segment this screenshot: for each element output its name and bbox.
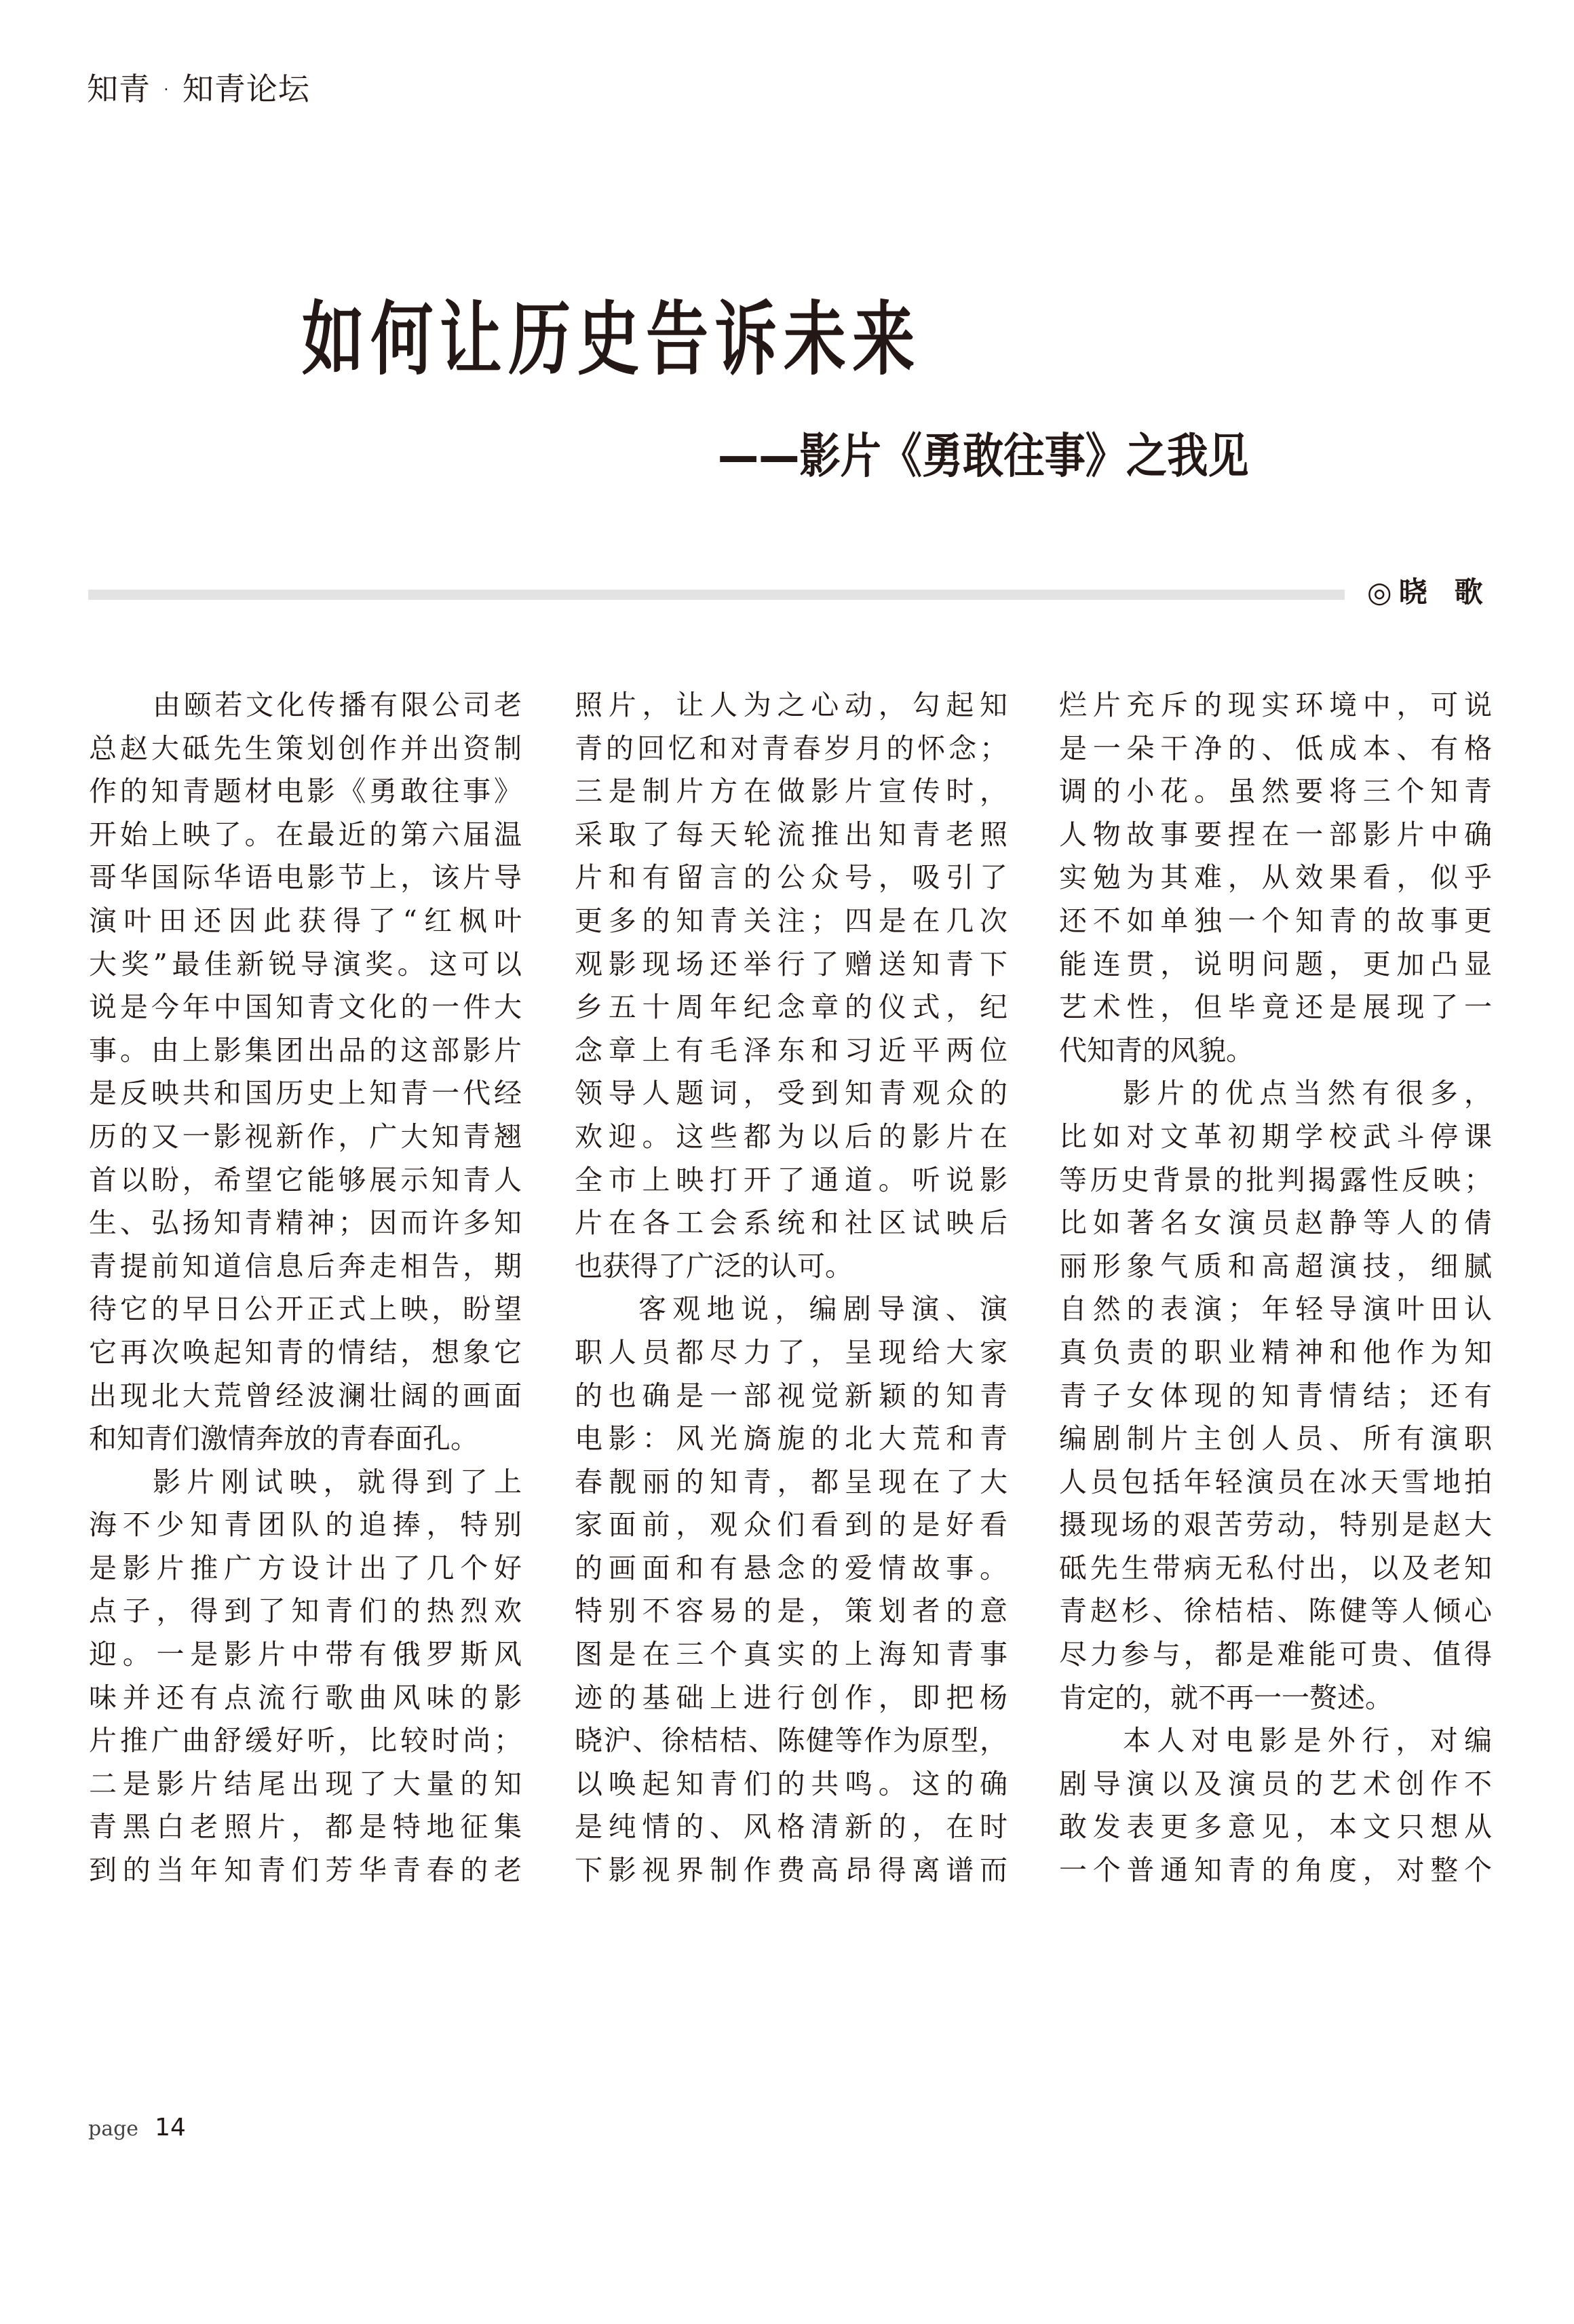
- text-line: 采取了每天轮流推出知青老照: [575, 818, 1007, 851]
- text-line: 编剧制片主创人员、所有演职: [1059, 1422, 1492, 1455]
- text-line: 是纯情的、风格清新的，在时: [575, 1810, 1007, 1844]
- text-line: 二是影片结尾出现了大量的知: [89, 1767, 522, 1800]
- text-line: 全市上映打开了通道。听说影: [575, 1163, 1007, 1196]
- text-line: 春靓丽的知青，都呈现在了大: [575, 1465, 1007, 1498]
- article-subtitle: ——影片《勇敢往事》之我见: [718, 428, 1249, 484]
- text-line: 比如对文革初期学校武斗停课: [1059, 1120, 1492, 1153]
- text-line: 实勉为其难，从效果看，似乎: [1059, 861, 1492, 894]
- text-line: 迹的基础上进行创作，即把杨: [575, 1681, 1007, 1714]
- text-line: 是影片推广方设计出了几个好: [89, 1551, 522, 1584]
- text-line: 青提前知道信息后奔走相告，期: [89, 1249, 522, 1282]
- text-line: 青子女体现的知青情结；还有: [1059, 1379, 1492, 1412]
- text-line: 是反映共和国历史上知青一代经: [89, 1077, 522, 1110]
- page-label: page: [88, 2117, 139, 2141]
- text-line: 也获得了广泛的认可。: [575, 1249, 853, 1282]
- text-column-1: [89, 684, 522, 1892]
- byline: [1367, 570, 1483, 611]
- byline-circle-icon: ◎: [1367, 575, 1392, 609]
- text-line: 说是今年中国知青文化的一件大: [89, 991, 522, 1024]
- text-line: 影片的优点当然有很多，: [1123, 1077, 1492, 1110]
- page-footer: [88, 2114, 186, 2141]
- text-line: 青的回忆和对青春岁月的怀念；: [575, 731, 1007, 765]
- text-line: 等历史背景的批判揭露性反映；: [1059, 1163, 1492, 1196]
- article-title: 如何让历史告诉未来: [302, 292, 921, 386]
- text-line: 人员包括年轻演员在冰天雪地拍: [1059, 1465, 1492, 1498]
- text-line: 职人员都尽力了，呈现给大家: [575, 1335, 1007, 1369]
- text-line: 是一朵干净的、低成本、有格: [1059, 731, 1492, 765]
- text-line: 青黑白老照片，都是特地征集: [89, 1810, 522, 1844]
- text-line: 到的当年知青们芳华青春的老: [89, 1854, 522, 1887]
- text-line: 一个普通知青的角度，对整个: [1059, 1854, 1492, 1887]
- text-line: 领导人题词，受到知青观众的: [575, 1077, 1007, 1110]
- text-line: 欢迎。这些都为以后的影片在: [575, 1120, 1007, 1153]
- text-line: 事。由上影集团出品的这部影片: [89, 1033, 522, 1067]
- text-line: 和知青们激情奔放的青春面孔。: [89, 1422, 478, 1455]
- text-line: 照片，让人为之心动，勾起知: [575, 689, 1007, 721]
- text-line: 真负责的职业精神和他作为知: [1059, 1335, 1492, 1369]
- text-line: 总赵大砥先生策划创作并出资制: [89, 731, 522, 765]
- text-line: 电影：风光旖旎的北大荒和青: [575, 1422, 1007, 1455]
- text-line: 肯定的，就不再一一赘述。: [1059, 1681, 1393, 1714]
- text-line: 比如著名女演员赵静等人的倩: [1059, 1206, 1492, 1240]
- text-line: 片和有留言的公众号，吸引了: [575, 861, 1007, 894]
- text-line: 由颐若文化传播有限公司老: [153, 689, 522, 721]
- text-line: 生、弘扬知青精神；因而许多知: [89, 1206, 522, 1240]
- title-divider: [88, 590, 1345, 600]
- text-line: 历的又一影视新作，广大知青翘: [89, 1120, 522, 1153]
- text-line: 的画面和有悬念的爱情故事。: [575, 1551, 1007, 1584]
- text-line: 自然的表演；年轻导演叶田认: [1059, 1293, 1492, 1326]
- text-column-3: [1059, 684, 1492, 1892]
- text-line: 敢发表更多意见，本文只想从: [1059, 1810, 1492, 1844]
- text-line: 点子，得到了知青们的热烈欢: [89, 1595, 522, 1628]
- text-line: 晓沪、徐桔桔、陈健等作为原型，: [575, 1724, 1007, 1757]
- text-line: 影片刚试映，就得到了上: [153, 1465, 522, 1498]
- text-line: 家面前，观众们看到的是好看: [575, 1508, 1007, 1542]
- text-line: 作的知青题材电影《勇敢往事》: [89, 775, 522, 808]
- text-line: 的也确是一部视觉新颖的知青: [575, 1379, 1007, 1412]
- text-line: 代知青的风貌。: [1059, 1033, 1254, 1067]
- text-line: 观影现场还举行了赠送知青下: [575, 947, 1007, 980]
- text-line: 迎。一是影片中带有俄罗斯风: [89, 1638, 522, 1671]
- text-line: 艺术性，但毕竟还是展现了一: [1059, 991, 1492, 1024]
- text-line: 演叶田还因此获得了“红枫叶: [89, 904, 522, 937]
- text-line: 它再次唤起知青的情结，想象它: [89, 1335, 522, 1369]
- text-line: 味并还有点流行歌曲风味的影: [89, 1681, 522, 1714]
- text-line: 丽形象气质和高超演技，细腻: [1059, 1249, 1492, 1282]
- section-label: 知青 · 知青论坛: [87, 71, 310, 107]
- text-line: 摄现场的艰苦劳动，特别是赵大: [1059, 1508, 1492, 1542]
- text-column-2: [575, 684, 1007, 1892]
- text-line: 砥先生带病无私付出，以及老知: [1059, 1551, 1492, 1584]
- text-line: 待它的早日公开正式上映，盼望: [89, 1293, 522, 1326]
- text-line: 更多的知青关注；四是在几次: [575, 904, 1007, 937]
- text-line: 下影视界制作费高昂得离谱而: [575, 1854, 1007, 1887]
- page-number: 14: [155, 2114, 186, 2141]
- text-line: 还不如单独一个知青的故事更: [1059, 904, 1492, 937]
- text-line: 尽力参与，都是难能可贵、值得: [1059, 1638, 1492, 1671]
- text-line: 出现北大荒曾经波澜壮阔的画面: [89, 1379, 522, 1412]
- text-line: 哥华国际华语电影节上，该片导: [89, 861, 522, 894]
- text-line: 乡五十周年纪念章的仪式，纪: [575, 991, 1007, 1024]
- text-line: 能连贯，说明问题，更加凸显: [1059, 947, 1492, 980]
- text-line: 烂片充斥的现实环境中，可说: [1059, 689, 1492, 721]
- text-line: 首以盼，希望它能够展示知青人: [89, 1163, 522, 1196]
- text-line: 念章上有毛泽东和习近平两位: [575, 1033, 1007, 1067]
- text-line: 特别不容易的是，策划者的意: [575, 1595, 1007, 1628]
- text-line: 图是在三个真实的上海知青事: [575, 1638, 1007, 1671]
- text-line: 片推广曲舒缓好听，比较时尚；: [89, 1724, 522, 1757]
- text-line: 开始上映了。在最近的第六届温: [89, 818, 522, 851]
- text-line: 调的小花。虽然要将三个知青: [1059, 775, 1492, 808]
- text-line: 片在各工会系统和社区试映后: [575, 1206, 1007, 1240]
- text-line: 客观地说，编剧导演、演: [638, 1293, 1007, 1326]
- text-line: 青赵杉、徐桔桔、陈健等人倾心: [1059, 1595, 1492, 1628]
- text-line: 三是制片方在做影片宣传时，: [575, 775, 1007, 808]
- text-line: 本人对电影是外行，对编: [1123, 1724, 1492, 1757]
- text-line: 人物故事要捏在一部影片中确: [1059, 818, 1492, 851]
- text-line: 剧导演以及演员的艺术创作不: [1059, 1767, 1492, 1800]
- author-name-second: 歌: [1454, 575, 1483, 609]
- author-name-first: 晓: [1398, 575, 1427, 609]
- text-line: 海不少知青团队的追捧，特别: [89, 1508, 522, 1542]
- text-line: 大奖”最佳新锐导演奖。这可以: [89, 947, 522, 980]
- text-line: 以唤起知青们的共鸣。这的确: [575, 1767, 1007, 1800]
